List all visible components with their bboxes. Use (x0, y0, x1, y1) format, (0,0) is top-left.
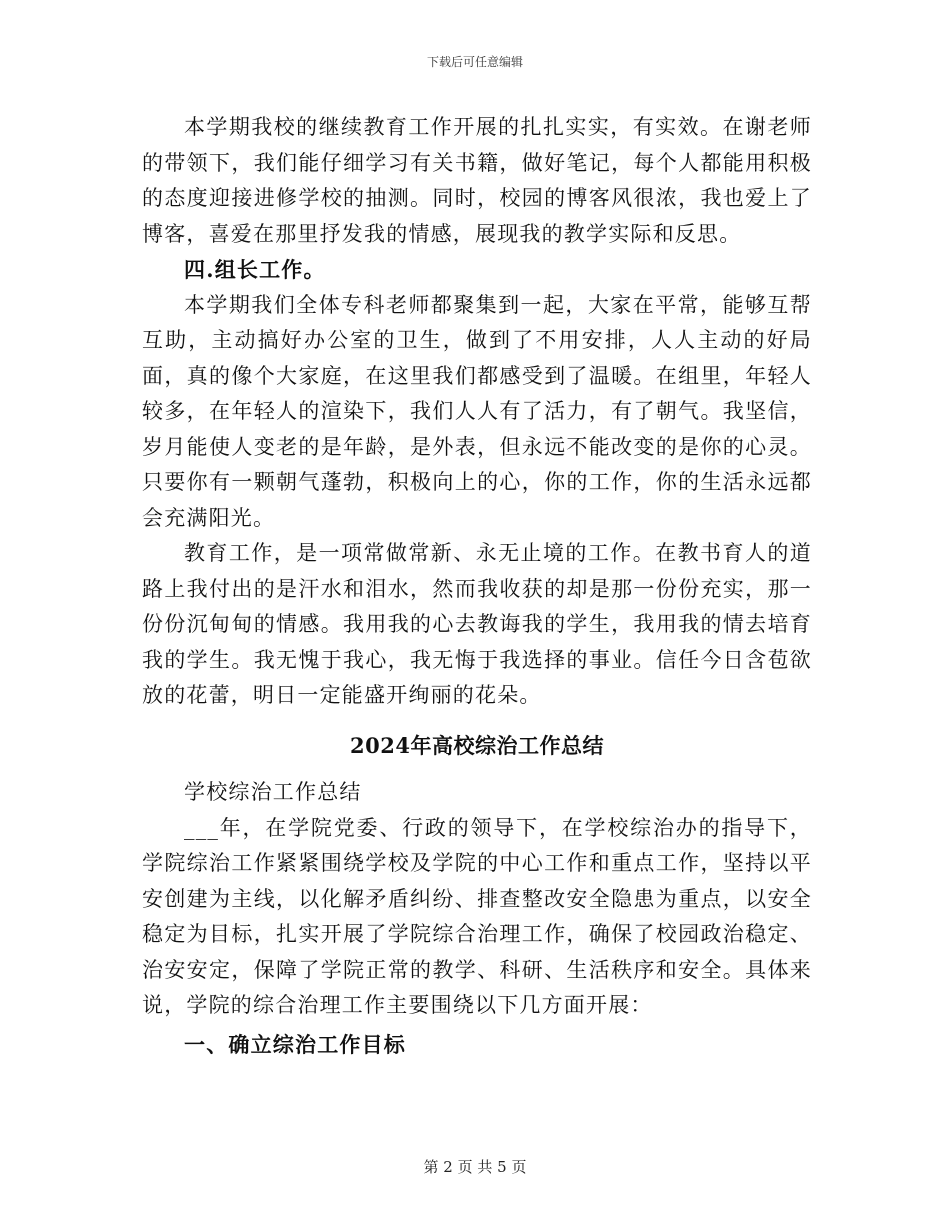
section-heading-team-leader: 四.组长工作。 (184, 257, 326, 282)
paragraph-team-work: 本学期我们全体专科老师都聚集到一起，大家在平常，能够互帮互助，主动搞好办公室的卫生，做到了不用安排，人人主动的好局面，真的像个大家庭，在这里我们都感受到了温暖。在组里，年轻人较多，在年轻人的渲染下，我们人人有了活力，有了朝气。我坚信，岁月能使人变老的是年龄，是外表，但永远不能改变的是你的心灵。只要你有一颗朝气蓬勃，积极向上的心，你的工作，你的生活永远都会充满阳光。 (142, 292, 812, 530)
page-number-footer: 第 2 页 共 5 页 (423, 1158, 527, 1176)
paragraph-continuing-education: 本学期我校的继续教育工作开展的扎扎实实，有实效。在谢老师的带领下，我们能仔细学习有关书籍，做好笔记，每个人都能用积极的态度迎接进修学校的抽测。同时，校园的博客风很浓，我也爱上了博客，喜爱在那里抒发我的情感，展现我的教学实际和反思。 (142, 115, 812, 246)
document-title: 2024年高校综治工作总结 (350, 732, 604, 758)
paragraph-annual-summary: ___年，在学院党委、行政的领导下，在学校综治办的指导下，学院综治工作紧紧围绕学校及学院的中心工作和重点工作，坚持以平安创建为主线，以化解矛盾纠纷、排查整改安全隐患为重点，以安全稳定为目标，扎实开展了学院综合治理工作，确保了校园政治稳定、治安安定，保障了学院正常的教学、科研、生活秩序和安全。具体来说，学院的综合治理工作主要围绕以下几方面开展： (142, 815, 812, 1017)
paragraph-education-reflection: 教育工作，是一项常做常新、永无止境的工作。在教书育人的道路上我付出的是汗水和泪水，然而我收获的却是那一份份充实，那一份份沉甸甸的情感。我用我的心去教诲我的学生，我用我的情去培育我的学生。我无愧于我心，我无悔于我选择的事业。信任今日含苞欲放的花蕾，明日一定能盛开绚丽的花朵。 (142, 541, 812, 707)
section-heading-goals: 一、确立综治工作目标 (184, 1031, 406, 1057)
subheading-school-summary: 学校综治工作总结 (184, 780, 362, 804)
page-header-note: 下载后可任意编辑 (426, 55, 523, 69)
document-body (142, 110, 812, 1062)
